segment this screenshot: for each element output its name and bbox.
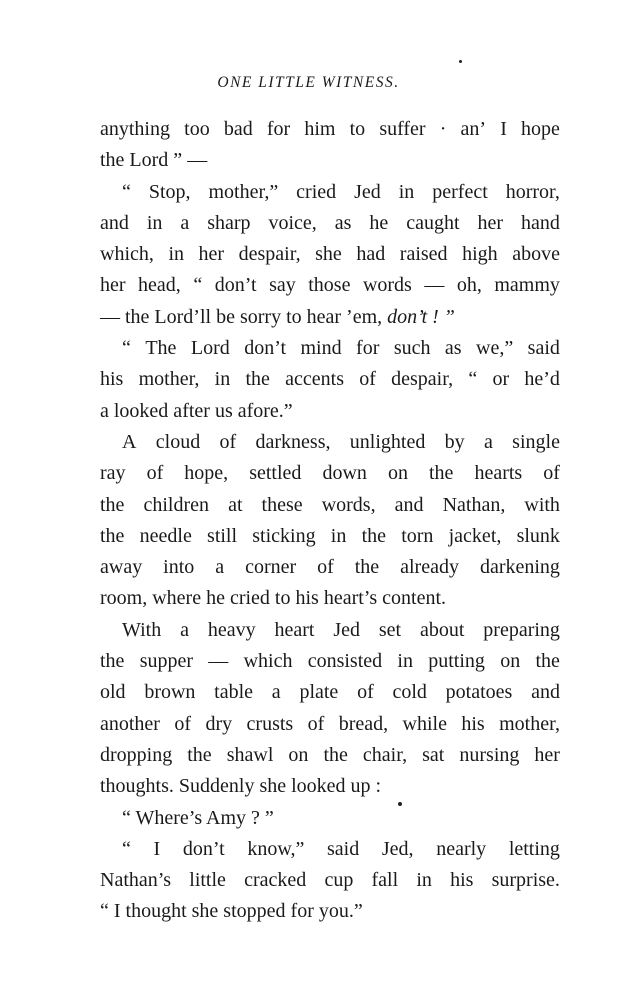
text-line: thoughts. Suddenly she looked up : bbox=[100, 775, 382, 798]
text-line: A cloud of darkness, unlighted by a single bbox=[122, 430, 560, 453]
paragraph bbox=[100, 177, 560, 333]
text-line: ray of hope, settled down on the hearts of bbox=[100, 462, 560, 485]
text-line: which, in her despair, she had raised high above bbox=[100, 243, 560, 266]
text-line: Nathan’s little cracked cup fall in his surprise. bbox=[100, 869, 560, 892]
text-line: “ Where’s Amy ? ” bbox=[122, 806, 274, 829]
text-line: and in a sharp voice, as he caught her hand bbox=[100, 211, 560, 234]
paragraph bbox=[100, 427, 560, 615]
text-line: — the Lord’ll be sorry to hear ’em, don’t ! ” bbox=[100, 302, 560, 333]
text-line: anything too bad for him to suffer · an’ I hope bbox=[100, 118, 560, 140]
text-line: dropping the shawl on the chair, sat nursing her bbox=[100, 743, 560, 766]
paragraph bbox=[100, 615, 560, 803]
text-line: the needle still sticking in the torn jacket, slunk bbox=[100, 524, 560, 547]
text-line: “ The Lord don’t mind for such as we,” said bbox=[122, 337, 560, 360]
text-line: his mother, in the accents of despair, “ or he’d bbox=[100, 368, 560, 391]
emphasis-text: don’t ! ” bbox=[382, 305, 455, 328]
text-line: With a heavy heart Jed set about preparing bbox=[122, 618, 560, 641]
running-head: ONE LITTLE WITNESS. bbox=[217, 74, 400, 91]
paragraph bbox=[100, 114, 560, 177]
text-line: another of dry crusts of bread, while his mother, bbox=[100, 712, 560, 735]
ink-speck bbox=[459, 60, 462, 63]
text-line: her head, “ don’t say those words — oh, mammy bbox=[100, 274, 560, 297]
paragraph bbox=[100, 803, 560, 834]
text-line: room, where he cried to his heart’s content. bbox=[100, 587, 446, 610]
paragraph bbox=[100, 333, 560, 427]
text-line: the supper — which consisted in putting on the bbox=[100, 650, 560, 673]
text-line: the Lord ” — bbox=[100, 149, 208, 172]
text-line: “ I don’t know,” said Jed, nearly letting bbox=[122, 837, 560, 860]
ink-speck bbox=[398, 802, 402, 806]
text-line: away into a corner of the already darkening bbox=[100, 556, 560, 579]
text-line: “ I thought she stopped for you.” bbox=[100, 900, 363, 923]
text-line: a looked after us afore.” bbox=[100, 399, 293, 422]
paragraph bbox=[100, 834, 560, 928]
text-line: “ Stop, mother,” cried Jed in perfect horror, bbox=[122, 180, 560, 203]
text-line: old brown table a plate of cold potatoes and bbox=[100, 681, 560, 704]
text-line: the children at these words, and Nathan, with bbox=[100, 493, 560, 516]
body-text bbox=[100, 114, 560, 928]
